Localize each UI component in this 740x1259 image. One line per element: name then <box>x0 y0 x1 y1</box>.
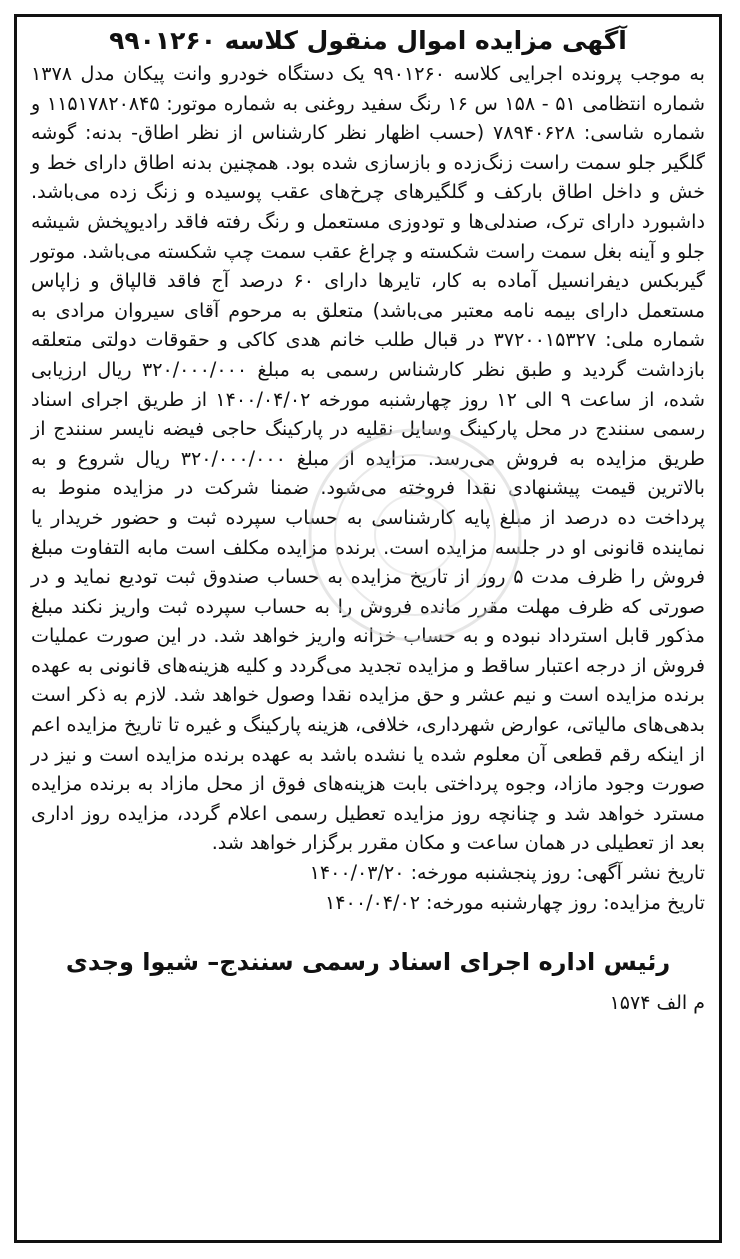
publish-date-line: تاریخ نشر آگهی: روز پنجشنبه مورخه: ۱۴۰۰/۰۳/۲۰ <box>309 861 705 885</box>
notice-title: آگهی مزایده اموال منقول کلاسه ۹۹۰۱۲۶۰ <box>109 26 627 55</box>
notice-body: به موجب پرونده اجرایی کلاسه ۹۹۰۱۲۶۰ یک دستگاه خودرو وانت پیکان مدل ۱۳۷۸ شماره انتظامی ۵۱ - ۱۵۸ س ۱۶ رنگ سفید روغنی به شماره موتور: ۱۱۵۱۷۸۲۰۸۴۵ و شماره شاسی: ۷۸۹۴۰۶۲۸ (حسب اظهار نظر کارشناس از نظر اطاق- بدنه: گوشه گلگیر جلو سمت راست زنگ‌زده و بازسازی شده بود. همچنین بدنه اطاق دارای خط و خش و داخل اطاق بارکف و گلگیرهای چرخ‌های عقب پوسیده و زنگ زده می‌باشد. داشبورد دارای ترک، صندلی‌ها و تودوزی مستعمل و رنگ رفته فاقد رادیوپخش شیشه جلو و آینه بغل سمت راست شکسته و چراغ عقب سمت چپ شکسته می‌باشد. موتور گیربکس دیفرانسیل آماده به کار، تایرها دارای ۶۰ درصد آج فاقد قالپاق و زاپاس مستعمل دارای بیمه نامه معتبر می‌باشد) متعلق به مرحوم آقای سیروان مرادی به شماره ملی: ۳۷۲۰۰۱۵۳۲۷ در قبال طلب خانم هدی کاکی و حقوقات دولتی متعلقه بازداشت گردید و طبق نظر کارشناس رسمی به مبلغ ۳۲۰/۰۰۰/۰۰۰ ریال ارزیابی شده، از ساعت ۹ الی ۱۲ روز چهارشنبه مورخه ۱۴۰۰/۰۴/۰۲ از طریق اجرای اسناد رسمی سنندج در محل پارکینگ وسایل نقلیه در پارکینگ حاجی فیضه نایسر سنندج از طریق مزایده به فروش می‌رسد. مزایده از مبلغ ۳۲۰/۰۰۰/۰۰۰ ریال شروع و به بالاترین قیمت پیشنهادی نقدا فروخته می‌شود. ضمنا شرکت در مزایده منوط به پرداخت ده درصد از مبلغ پایه کارشناسی به حساب سپرده ثبت و حضور خریدار یا نماینده قانونی او در جلسه مزایده است. برنده مزایده مکلف است مابه التفاوت مبلغ فروش را ظرف مدت ۵ روز از تاریخ مزایده به حساب صندوق ثبت تودیع نماید و در صورتی که ظرف مهلت مقرر مانده فروش را به حساب سپرده ثبت واریز نکند مبلغ مذکور قابل استرداد نبوده و به حساب خزانه واریز خواهد شد. در این صورت عملیات فروش از درجه اعتبار ساقط و مزایده تجدید می‌گردد و کلیه هزینه‌های قانونی به عهده برنده مزایده است و نیم عشر و حق مزایده نقدا وصول خواهد شد. لازم به ذکر است بدهی‌های مالیاتی، عوارض شهرداری، خلافی، هزینه پارکینگ و غیره تا تاریخ مزایده اعم از اینکه رقم قطعی آن معلوم شده یا نشده باشد به عهده برنده مزایده است و نیز در صورت وجود مازاد، وجوه پرداختی بابت هزینه‌های فوق از محل مازاد به برنده مزایده مسترد خواهد شد و چنانچه روز مزایده تعطیل رسمی اعلام گردد، مزایده روز اداری بعد از تعطیلی در همان ساعت و مکان مقرر برگزار خواهد شد. <box>31 62 705 855</box>
notice-frame <box>14 14 722 1243</box>
signature-line: رئیس اداره اجرای اسناد رسمی سنندج– شیوا وجدی <box>65 948 671 977</box>
auction-date-line: تاریخ مزایده: روز چهارشنبه مورخه: ۱۴۰۰/۰۴/۰۲ <box>325 890 705 914</box>
publication-code: م الف ۱۵۷۴ <box>609 992 705 1015</box>
